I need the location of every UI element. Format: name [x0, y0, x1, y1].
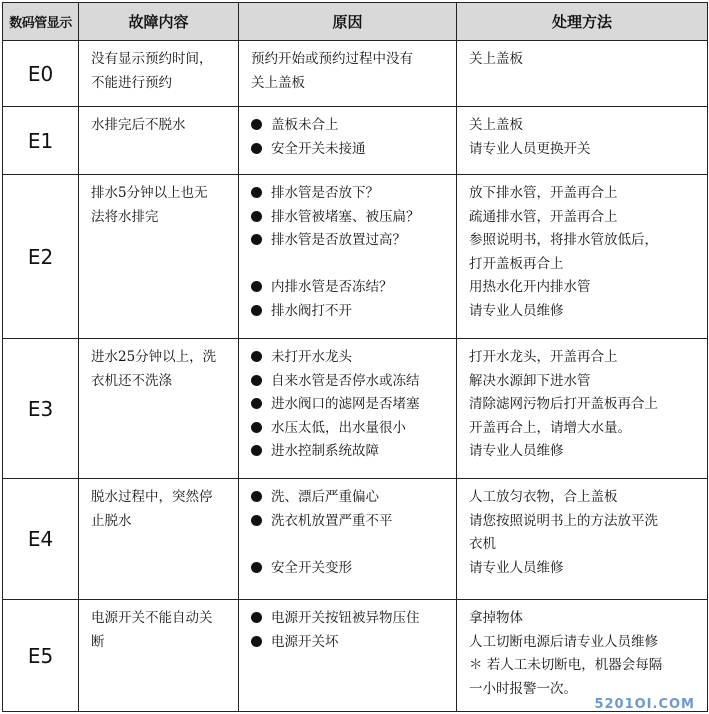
remedy-line: 用热水化开内排水管	[469, 279, 591, 295]
table-row	[3, 175, 708, 339]
error-code: E1	[3, 107, 79, 175]
bullet-icon	[251, 143, 262, 154]
cause-text: 排水管是否放下？	[271, 185, 379, 201]
error-code: E2	[3, 175, 79, 339]
cause-text: 电源开关坏	[271, 633, 339, 650]
cause-list	[239, 107, 457, 175]
remedy-list	[457, 41, 708, 107]
fault-code-table	[2, 2, 708, 712]
cause-text: 电源开关按钮被异物压住	[271, 610, 420, 626]
bullet-icon	[251, 351, 262, 362]
fault-line: 法将水排完	[91, 208, 159, 225]
cause-item	[251, 138, 450, 162]
cause-text: 水压太低，出水量很小	[271, 419, 406, 436]
fault-line: 进水25分钟以上，洗	[91, 349, 217, 365]
remedy-list	[457, 600, 708, 712]
bullet-icon	[251, 375, 262, 386]
cause-item	[251, 607, 450, 631]
spacer	[251, 253, 450, 277]
remedy-line: 请专业人员维修	[469, 302, 564, 319]
table-row	[3, 107, 708, 175]
table-row	[3, 600, 708, 712]
cause-item	[251, 182, 450, 206]
cause-text: 自来水管是否停水或冻结	[271, 372, 420, 389]
remedy-line: 拿掉物体	[469, 610, 523, 626]
cause-item	[251, 417, 450, 441]
remedy-line: 清除滤网污物后打开盖板再合上	[469, 396, 658, 412]
cause-item	[251, 486, 450, 510]
fault-line: 没有显示预约时间，	[91, 51, 213, 67]
cause-text: 洗衣机放置严重不平	[271, 512, 393, 529]
remedy-line: 一小时报警一次。	[469, 680, 577, 697]
cause-item	[251, 114, 450, 138]
fault-line: 不能进行预约	[91, 74, 172, 91]
error-code: E5	[3, 600, 79, 712]
remedy-line: 人工放匀衣物，合上盖板	[469, 489, 618, 505]
bullet-icon	[251, 211, 262, 222]
fault-line: 断	[91, 633, 105, 650]
cause-item	[251, 440, 450, 464]
bullet-icon	[251, 612, 262, 623]
cause-item	[251, 557, 450, 581]
cause-item	[251, 48, 450, 72]
remedy-line: 衣机	[469, 536, 496, 552]
cause-list	[239, 41, 457, 107]
cause-text: 进水控制系统故障	[271, 443, 379, 459]
fault-line: 止脱水	[91, 512, 132, 529]
remedy-line: 开盖再合上，请增大水量。	[469, 419, 631, 436]
bullet-icon	[251, 445, 262, 456]
fault-line: 水排完后不脱水	[91, 117, 186, 133]
cause-text: 安全开关变形	[271, 559, 352, 576]
cause-text: 排水阀打不开	[271, 302, 352, 319]
cause-item	[251, 276, 450, 300]
cause-item	[251, 206, 450, 230]
cause-item	[251, 300, 450, 324]
bullet-icon	[251, 281, 262, 292]
error-code: E0	[3, 41, 79, 107]
cause-item	[251, 72, 450, 96]
remedy-line: ＊ 若人工未切断电，机器会每隔	[469, 657, 663, 673]
remedy-line: 疏通排水管，开盖再合上	[469, 208, 618, 225]
remedy-line: 请专业人员维修	[469, 443, 564, 459]
remedy-line: 放下排水管，开盖再合上	[469, 185, 618, 201]
watermark: 5201OI.COM	[594, 697, 695, 712]
fault-description	[79, 41, 239, 107]
fault-line: 衣机还不洗涤	[91, 372, 172, 389]
fault-line: 电源开关不能自动关	[91, 610, 213, 626]
remedy-line: 请专业人员维修	[469, 559, 564, 576]
cause-item	[251, 631, 450, 655]
cause-item	[251, 510, 450, 534]
error-code: E4	[3, 479, 79, 600]
bullet-icon	[251, 305, 262, 316]
cause-item	[251, 346, 450, 370]
remedy-list	[457, 107, 708, 175]
cause-text: 预约开始或预约过程中没有	[251, 51, 413, 67]
header-cause: 原因	[239, 3, 457, 41]
remedy-line: 打开水龙头，开盖再合上	[469, 349, 618, 365]
table-row	[3, 479, 708, 600]
remedy-line: 请您按照说明书上的方法放平洗	[469, 512, 658, 529]
header-fault-content: 故障内容	[79, 3, 239, 41]
bullet-icon	[251, 491, 262, 502]
table-row	[3, 339, 708, 479]
header-display-code: 数码管显示	[3, 3, 79, 41]
table-header-row	[3, 3, 708, 41]
remedy-line: 参照说明书，将排水管放低后，	[469, 232, 658, 248]
remedy-line: 打开盖板再合上	[469, 255, 564, 272]
remedy-line: 解决水源卸下进水管	[469, 372, 591, 389]
cause-item	[251, 393, 450, 417]
bullet-icon	[251, 119, 262, 130]
bullet-icon	[251, 398, 262, 409]
table-row	[3, 41, 708, 107]
cause-text: 盖板未合上	[271, 117, 339, 133]
header-remedy: 处理方法	[457, 3, 708, 41]
bullet-icon	[251, 422, 262, 433]
cause-text: 洗、漂后严重偏心	[271, 489, 379, 505]
bullet-icon	[251, 636, 262, 647]
remedy-line: 关上盖板	[469, 51, 523, 67]
remedy-line: 关上盖板	[469, 117, 523, 133]
cause-text: 内排水管是否冻结？	[271, 279, 393, 295]
cause-text: 进水阀口的滤网是否堵塞	[271, 396, 420, 412]
bullet-icon	[251, 515, 262, 526]
fault-description	[79, 175, 239, 339]
cause-text: 关上盖板	[251, 74, 305, 91]
fault-line: 脱水过程中，突然停	[91, 489, 213, 505]
cause-list	[239, 479, 457, 600]
cause-list	[239, 339, 457, 479]
fault-line: 排水5分钟以上也无	[91, 185, 208, 201]
remedy-line: 请专业人员更换开关	[469, 140, 591, 157]
fault-description	[79, 600, 239, 712]
bullet-icon	[251, 562, 262, 573]
fault-description	[79, 107, 239, 175]
cause-text: 排水管被堵塞、被压扁？	[271, 208, 420, 225]
bullet-icon	[251, 234, 262, 245]
bullet-icon	[251, 187, 262, 198]
cause-list	[239, 175, 457, 339]
cause-text: 安全开关未接通	[271, 140, 366, 157]
cause-text: 排水管是否放置过高？	[271, 232, 406, 248]
error-code: E3	[3, 339, 79, 479]
fault-description	[79, 339, 239, 479]
cause-item	[251, 370, 450, 394]
remedy-list	[457, 479, 708, 600]
fault-description	[79, 479, 239, 600]
spacer	[251, 533, 450, 557]
remedy-line: 人工切断电源后请专业人员维修	[469, 633, 658, 650]
remedy-list	[457, 339, 708, 479]
cause-text: 未打开水龙头	[271, 349, 352, 365]
cause-item	[251, 229, 450, 253]
cause-list	[239, 600, 457, 712]
remedy-list	[457, 175, 708, 339]
